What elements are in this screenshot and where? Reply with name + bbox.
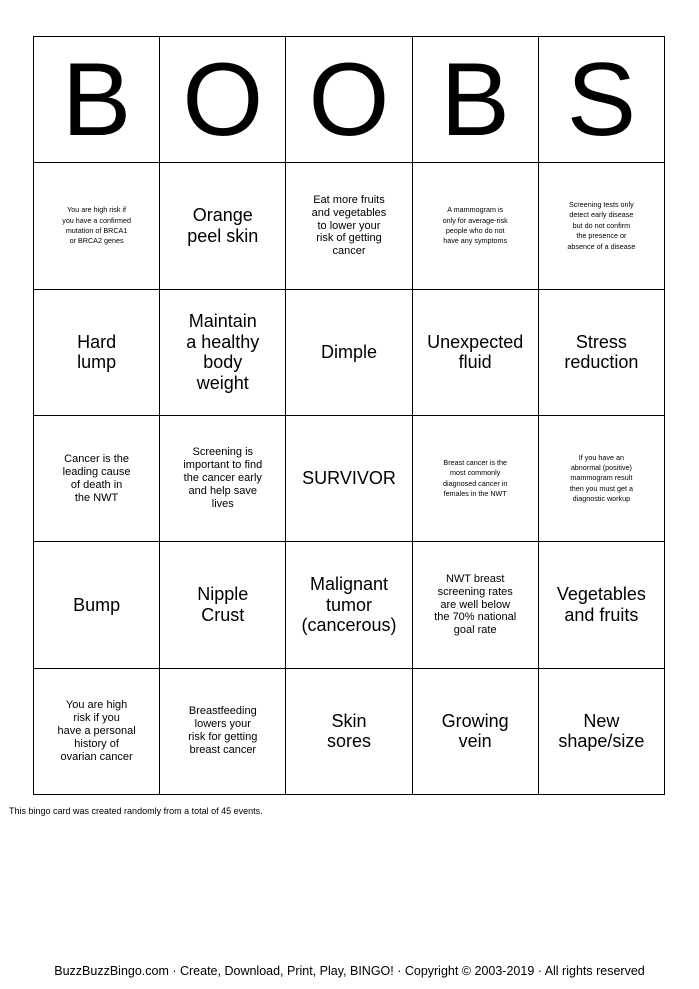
bingo-cell bbox=[413, 416, 539, 542]
header-cell bbox=[160, 37, 286, 163]
bingo-cell bbox=[539, 669, 665, 795]
footer-copyright: BuzzBuzzBingo.com · Create, Download, Print, Play, BINGO! · Copyright © 2003-2019 · All rights reserved bbox=[54, 964, 645, 978]
bingo-cell bbox=[286, 163, 412, 289]
bingo-cell-text: You are high risk if you have a confirmed mutation of BRCA1 or BRCA2 genes bbox=[62, 205, 131, 246]
header-letter: O bbox=[182, 41, 264, 158]
bingo-cell bbox=[539, 163, 665, 289]
bingo-cell bbox=[160, 669, 286, 795]
header-letter: S bbox=[566, 41, 637, 158]
bingo-cell-text: If you have an abnormal (positive) mammogram result then you must get a diagnostic workup bbox=[569, 452, 633, 504]
bingo-cell-text: New shape/size bbox=[558, 710, 645, 752]
bingo-cell bbox=[286, 542, 412, 668]
bingo-cell-text: Cancer is the leading cause of death in the NWT bbox=[62, 452, 131, 504]
bingo-cell-text: Orange peel skin bbox=[187, 205, 259, 246]
bingo-cell bbox=[34, 290, 160, 416]
bingo-cell-text: A mammogram is only for average-risk people who do not have any symptoms bbox=[442, 205, 508, 246]
header-cell bbox=[34, 37, 160, 163]
bingo-cell bbox=[160, 290, 286, 416]
bingo-cell-text: Screening tests only detect early disease but do not confirm the presence or absence of a disease bbox=[567, 199, 636, 251]
bingo-cell-text: Vegetables and fruits bbox=[556, 584, 646, 625]
bingo-cell-text: Maintain a healthy body weight bbox=[186, 311, 260, 393]
bingo-cell bbox=[286, 416, 412, 542]
header-letter: O bbox=[308, 41, 390, 158]
bingo-cell bbox=[413, 542, 539, 668]
bingo-cell-text: Breast cancer is the most commonly diagnosed cancer in females in the NWT bbox=[443, 457, 508, 499]
bingo-cell bbox=[413, 290, 539, 416]
bingo-cell-text: Bump bbox=[73, 594, 121, 615]
bingo-cell bbox=[34, 416, 160, 542]
bingo-cell bbox=[539, 416, 665, 542]
bingo-cell bbox=[160, 542, 286, 668]
header-cell bbox=[539, 37, 665, 163]
bingo-cell-text: Malignant tumor (cancerous) bbox=[301, 574, 397, 636]
bingo-cell-text: You are high risk if you have a personal history of ovarian cancer bbox=[57, 698, 136, 763]
bingo-card bbox=[33, 36, 665, 795]
bingo-cell bbox=[160, 163, 286, 289]
bingo-cell-text: SURVIVOR bbox=[302, 468, 396, 489]
bingo-cell-text: Stress reduction bbox=[564, 331, 639, 373]
bingo-cell-text: NWT breast screening rates are well below the 70% national goal rate bbox=[434, 572, 517, 637]
bingo-cell-text: Skin sores bbox=[326, 710, 371, 752]
header-cell bbox=[286, 37, 412, 163]
bingo-cell bbox=[160, 416, 286, 542]
bingo-cell bbox=[34, 163, 160, 289]
bingo-cell-text: Nipple Crust bbox=[197, 584, 249, 625]
bingo-cell-text: Screening is important to find the cancer early and help save lives bbox=[183, 446, 263, 511]
bingo-cell-text: Dimple bbox=[320, 342, 377, 363]
bingo-cell bbox=[539, 290, 665, 416]
bingo-cell bbox=[34, 542, 160, 668]
bingo-cell bbox=[286, 290, 412, 416]
header-cell bbox=[413, 37, 539, 163]
bingo-cell bbox=[539, 542, 665, 668]
bingo-cell-text: Unexpected fluid bbox=[427, 331, 524, 373]
bingo-cell-text: Growing vein bbox=[441, 710, 509, 752]
generation-note: This bingo card was created randomly from a total of 45 events. bbox=[9, 806, 263, 816]
bingo-cell bbox=[413, 163, 539, 289]
bingo-cell-text: Breastfeeding lowers your risk for getting breast cancer bbox=[188, 705, 258, 757]
header-letter: B bbox=[440, 41, 510, 158]
bingo-cell-text: Eat more fruits and vegetables to lower your risk of getting cancer bbox=[311, 193, 387, 258]
bingo-cell bbox=[413, 669, 539, 795]
bingo-cell bbox=[286, 669, 412, 795]
bingo-cell-text: Hard lump bbox=[77, 331, 117, 373]
header-letter: B bbox=[61, 41, 132, 158]
bingo-cell bbox=[34, 669, 160, 795]
